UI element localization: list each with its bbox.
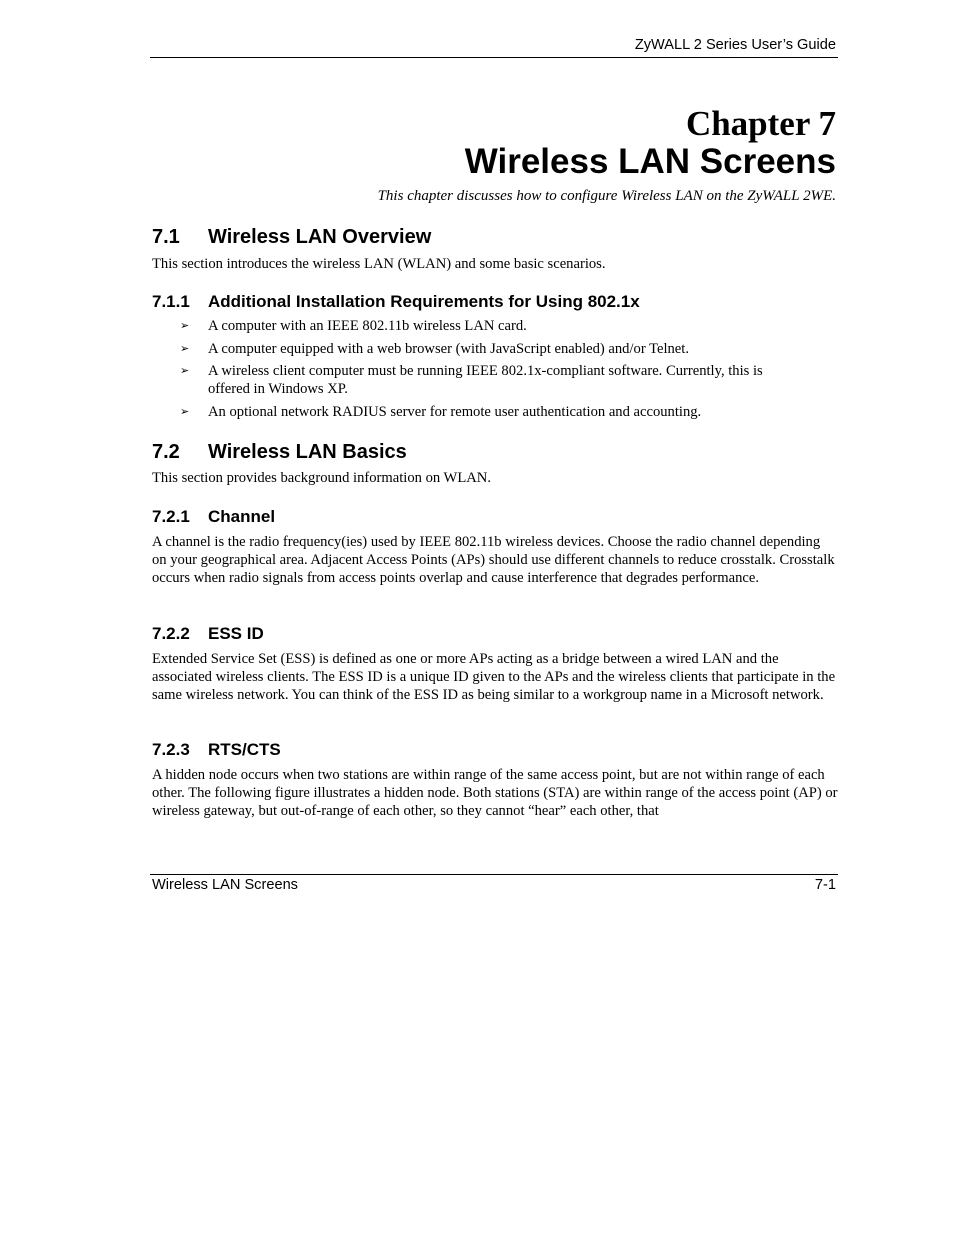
- section-heading-7-2-3: 7.2.3 RTS/CTS: [152, 740, 281, 759]
- section-text-7-1: This section introduces the wireless LAN (WLAN) and some basic scenarios.: [152, 256, 606, 272]
- footer-title: Wireless LAN Screens: [152, 877, 298, 893]
- section-text-7-2-3: A hidden node occurs when two stations are within range of the same access point, but are not within range of each other. The following figure illustrates a hidden node. Both stations (STA) are within range of the access point (AP) or wireless gateway, but out-of-range of each other, so they cannot “hear” each other, that: [152, 767, 838, 819]
- section-heading-7-2-1: 7.2.1 Channel: [152, 507, 276, 526]
- chapter-title: Wireless LAN Screens: [464, 142, 836, 181]
- page-number: 7-1: [814, 877, 836, 893]
- list-item: A computer equipped with a web browser (with JavaScript enabled) and/or Telnet.: [208, 341, 689, 357]
- arrow-bullet-icon: ➢: [180, 342, 190, 355]
- header-rule: [150, 57, 838, 58]
- list-item: A computer with an IEEE 802.11b wireless LAN card.: [208, 318, 527, 334]
- footer-rule: [150, 874, 838, 875]
- arrow-bullet-icon: ➢: [180, 405, 190, 418]
- section-heading-7-1-1: 7.1.1 Additional Installation Requirements for Using 802.1x: [152, 292, 640, 311]
- arrow-bullet-icon: ➢: [180, 364, 190, 377]
- section-heading-7-2: 7.2 Wireless LAN Basics: [152, 441, 407, 463]
- list-item: A wireless client computer must be running IEEE 802.1x-compliant software. Currently, this is offered in Windows XP.: [208, 363, 763, 397]
- section-heading-7-1: 7.1 Wireless LAN Overview: [152, 226, 432, 248]
- section-text-7-2-1: A channel is the radio frequency(ies) used by IEEE 802.11b wireless devices. Choose the radio channel depending on your geographical area. Adjacent Access Points (APs) should use different channels to reduce crosstalk. Crosstalk occurs when radio signals from access points overlap and cause interference that degrades performance.: [152, 534, 835, 586]
- arrow-bullet-icon: ➢: [180, 319, 190, 332]
- list-item: An optional network RADIUS server for remote user authentication and accounting.: [208, 404, 702, 420]
- chapter-label: Chapter 7: [685, 104, 836, 143]
- chapter-subtitle: This chapter discusses how to configure Wireless LAN on the ZyWALL 2WE.: [377, 188, 836, 204]
- section-text-7-2-2: Extended Service Set (ESS) is defined as one or more APs acting as a bridge between a wired LAN and the associated wireless clients. The ESS ID is a unique ID given to the APs and the wireless clients that participate in the same wireless network. You can think of the ESS ID as being similar to a workgroup name in a Microsoft network.: [152, 651, 836, 703]
- section-heading-7-2-2: 7.2.2 ESS ID: [152, 624, 264, 643]
- section-text-7-2: This section provides background information on WLAN.: [152, 470, 491, 486]
- running-header: ZyWALL 2 Series User’s Guide: [634, 37, 836, 53]
